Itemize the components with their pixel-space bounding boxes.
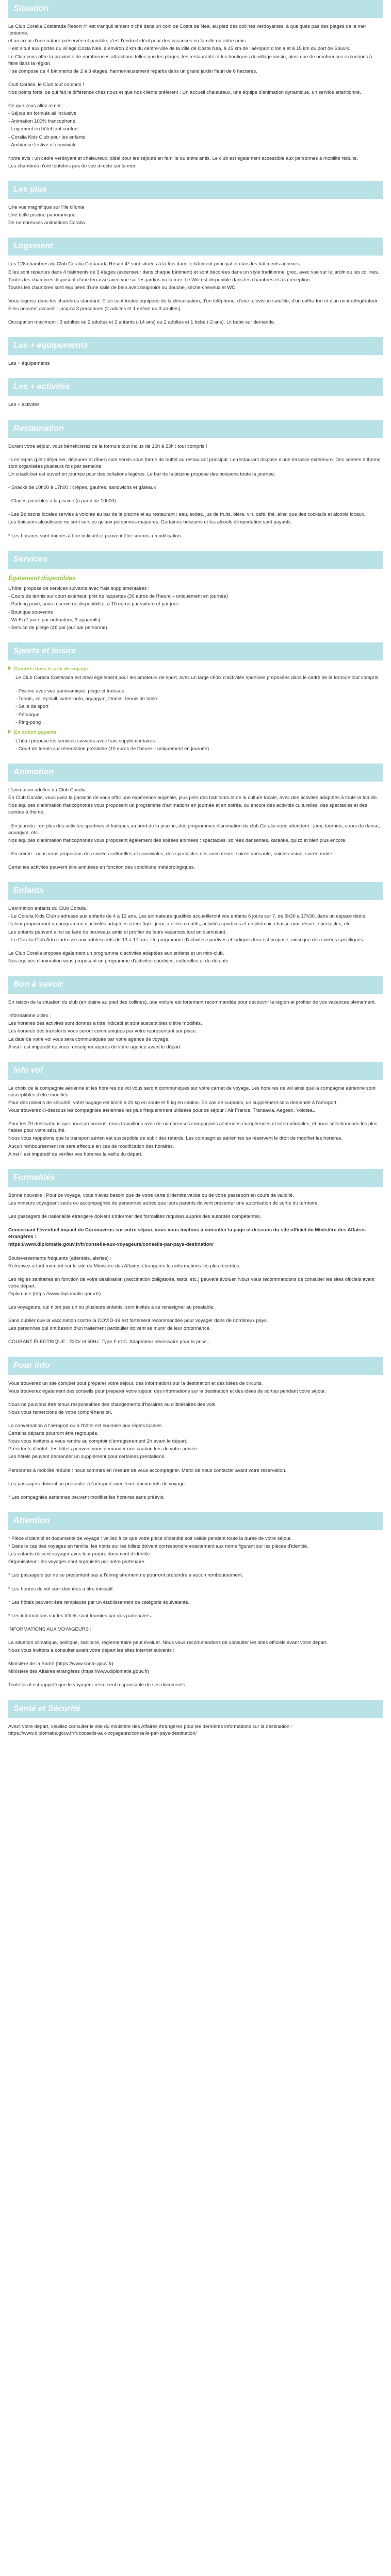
section-header: Logement xyxy=(8,238,383,256)
text-line: Les chambres n'ont toutefois pas de vue directe sur la mer. xyxy=(8,163,137,169)
text-line: Il se compose de 4 bâtiments de 2 à 3 étages, harmonieusement répartis dans un grand jardin fleuri de 8 hectares. xyxy=(8,68,257,74)
text-line: Pour les 70 destinations que nous proposons, nous travaillons avec de nombreuses compagnies aériennes européennes et internationales, et nous sélectionnons les plus fiables pour votre sécurité. xyxy=(8,1121,378,1134)
text-line: Les enfants peuvent ainsi se faire de nouveaux amis et profiter de leurs vacances tout en s'amusant. xyxy=(8,929,227,935)
text-line: La conversation à l'aéroport ou à l'hôtel est soumise aux règles locales. xyxy=(8,1423,163,1429)
section-header: Les plus xyxy=(8,181,383,199)
text-line: Les mineurs voyageant seuls ou accompagnés de personnes autres que leurs parents doivent présenter une autorisation de sortie du territoire. xyxy=(8,1200,319,1206)
text-line: Ce que vous allez aimer : xyxy=(8,103,64,109)
section-restauration xyxy=(8,420,383,548)
list-item: - Ping-pong xyxy=(15,719,41,725)
text-line: En raison de la situation du club (en plaine au pied des collines), une voiture est fortement recommandée pour découvrir la région et profiter de vos vacances pleinement. xyxy=(8,999,376,1006)
text-line: La situation climatique, politique, sanitaire, réglementaire peut évoluer. Nous vous recommandons de consulter les sites officiels avant votre départ. xyxy=(8,1639,328,1646)
list-item: - Tennis, volley-ball, water-polo, aquagym, fitness, tennis de table xyxy=(15,696,157,702)
section-header: Attention xyxy=(8,1512,383,1530)
section-header: Les + activités xyxy=(8,378,383,396)
text-line: Les horaires des transferts vous seront communiqués par votre représentant sur place. xyxy=(8,1028,197,1035)
diplomatie-link-3[interactable]: Ministère des Affaires étrangères (https://www.diplomatie.gouv.fr) xyxy=(8,1669,150,1675)
text-line: Présidents d'hôtel : les hôtels peuvent vous demander une caution lors de votre arrivée. xyxy=(8,1446,199,1452)
text-line: Vous logerez dans les chambres standard. Elles sont toutes équipées de la climatisation, d'un téléphone, d'une télévision satellite, d'un coffre-fort et d'un mini-réfrigérateur. xyxy=(8,298,379,304)
text-line: Les + activités xyxy=(8,402,40,408)
section-enfants xyxy=(8,882,383,973)
section-body xyxy=(8,443,383,548)
list-item: - Salle de sport xyxy=(15,704,48,710)
text-line: Le Club vous offre la proximité de nombreuses attractions telles que les plages, les restaurants et les boutiques du village voisin, ainsi que de nombreuses excursions à faire dans la région. xyxy=(8,54,372,66)
text-line: Nous ne pouvons être tenus responsables des changements d'horaires ou d'itinéraires des vols. xyxy=(8,1401,217,1408)
section-header: Les + équipements xyxy=(8,337,383,355)
section-formalites xyxy=(8,1169,383,1354)
text-line: - Les Boissons locales servies à volonté au bar de la piscine et au restaurant : eau, sodas, jus de fruits, bière, vin, café, thé, ainsi que des cocktails et alcools locaux. xyxy=(8,512,366,518)
text-line: Ainsi il est impératif de vous renseigner auprès de votre agence avant le départ. xyxy=(8,1044,182,1050)
text-line: Vous trouverez un site complet pour préparer votre séjour, des informations sur la destination et des idées de circuits. xyxy=(8,1380,263,1386)
text-line: Les 128 chambres du Club Coralia Costarada Resort 4* sont situées à la fois dans le bâtiment principal et dans les bâtiments annexes. xyxy=(8,261,301,267)
text-line: Toutefois il est rappelé que le voyageur reste seul responsable de ses documents. xyxy=(8,1682,187,1688)
text-line: * Les horaires sont donnés à titre indicatif et peuvent être soumis à modification. xyxy=(8,533,182,539)
section-header: Services xyxy=(8,551,383,569)
text-line: Toutes les chambres sont équipées d'une salle de bain avec baignoire ou douche, sèche-cheveux et WC. xyxy=(8,284,237,291)
list-item: - Cours de tennis sur court extérieur, prêt de raquettes (30 euros de l'heure – uniquement en journée) xyxy=(8,594,228,600)
text-line: Le choix de la compagnie aérienne et les horaires de vol vous seront communiqués sur votre carnet de voyage. Les horaires de vol ainsi que la compagnie aérienne sont susceptibles d'être modifiés. xyxy=(8,1085,376,1098)
text-line: * Les hôtels peuvent être remplacés par un établissement de catégorie équivalente. xyxy=(8,1599,190,1605)
section-activites xyxy=(8,378,383,416)
list-item: - Pétanque xyxy=(15,711,40,718)
section-bon-a-savoir xyxy=(8,976,383,1059)
text-line: L'animation adultes du Club Coralia : xyxy=(8,787,88,793)
text-line: Les horaires des activités sont donnés à titre indicatif et sont susceptibles d'être modifiés. xyxy=(8,1021,202,1027)
text-line: Les passagers de nationalité étrangère doivent s'informer des formalités requises auprès des autorités compétentes. xyxy=(8,1214,262,1220)
section-services xyxy=(8,551,383,639)
text-line: - Glaces possibles à la piscine (à partir de 10h00) xyxy=(8,498,116,504)
text-line: Bouleversements fréquents (attentats, alertes) : xyxy=(8,1255,112,1261)
list-item: - Wi-Fi (7 jours par ordinateur, 3 appareils) xyxy=(8,617,101,623)
included-list xyxy=(8,674,383,726)
text-line: Vous trouverez également des conseils pour préparer votre séjour, des informations sur la destination et des idées de sorties pendant votre séjour. xyxy=(8,1388,326,1394)
section-header: Santé et Sécurité xyxy=(8,1700,383,1718)
text-line: - Les repas (petit-déjeuner, déjeuner et dîner) sont servis sous forme de buffet au restaurant principal. Le restaurant dispose d'une terrasse extérieure. Des soirées à thème sont organisées plusieurs fois par semaine. xyxy=(8,456,381,469)
list-item: - Parking privé, sous réserve de disponibilité, à 10 euros par voiture et par jour xyxy=(8,601,178,607)
text-line: Nos points forts, ce qui fait la différence chez nous et que nos clients préfèrent : Un accueil chaleureux, une équipe d'animation dynamique, un service attentionné. xyxy=(8,89,361,95)
subheading: Également disponibles xyxy=(8,574,76,582)
text-line: Il est situé aux portes du village Costa Nea, à environ 2 km du centre-ville de la ville de Costa Nea, à 45 km de l'aéroport d'Ionia et à 15 km du port de Souvik. xyxy=(8,46,351,52)
text-line: L'animation enfants du Club Coralia : xyxy=(8,906,89,912)
list-item: - Court de tennis sur réservation préalable (10 euros de l'heure – uniquement en journée) xyxy=(15,745,209,752)
section-body xyxy=(8,360,383,375)
section-body xyxy=(8,23,383,178)
text-line: Elles sont réparties dans 4 bâtiments de 3 étages (ascenseur dans chaque bâtiment) et sont décorées dans un style traditionnel grec, avec vue sur le jardin ou les collines. xyxy=(8,269,379,275)
text-line: Les passagers doivent se présenter à l'aéroport avec leurs documents de voyage. xyxy=(8,1481,186,1487)
text-line: * Dans le cas des voyages en famille, les noms sur les billets doivent correspondre exactement aux noms figurant sur les pièces d'identité. xyxy=(8,1544,308,1550)
text-line: Club Coralia, le Club tout compris ! xyxy=(8,81,84,88)
text-line: Retrouvez à tout moment sur le site du Ministère des Affaires étrangères les informations les plus récentes. xyxy=(8,1263,241,1269)
text-line: Occupation maximum : 3 adultes ou 2 adultes et 2 enfants (-14 ans) ou 2 adultes et 1 bébé (-2 ans). Lit bébé sur demande. xyxy=(8,319,275,326)
bullet-label: En option payante xyxy=(14,729,57,735)
text-line: Une vue magnifique sur l'île d'Ionia xyxy=(8,205,85,211)
text-line: Le Club Coralia propose également un programme d'activités adaptées aux enfants et un mini-club. xyxy=(8,950,224,956)
list-item: - Service de pliage (4€ par jour par personne). xyxy=(8,624,109,631)
section-body xyxy=(8,787,383,879)
text-line: INFORMATIONS AUX VOYAGEURS : xyxy=(8,1626,92,1632)
section-header: Restauration xyxy=(8,420,383,438)
text-line: L'hôtel propose les services suivants avec frais supplémentaires : xyxy=(15,738,158,744)
text-line: Les boissons alcoolisées ne sont servies qu'aux personnes majeures. Certaines boissons et les alcools d'importation sont payants. xyxy=(8,519,292,526)
text-line: Pour des raisons de sécurité, votre bagage est limité à 20 kg en soute et 5 kg en cabine. En cas de surpoids, un supplément sera demandé à l'aéroport. xyxy=(8,1100,338,1106)
text-line: Concernant l'éventuel impact du Coronavirus sur votre séjour, vous vous invitons à consulter la page ci-dessous du site officiel du Ministère des Affaires étrangères : xyxy=(8,1227,366,1240)
text-line: - Le Coralia Club Ado s'adresse aux adolescents de 13 à 17 ans. Un programme d'activités sportives et ludiques leur est proposé, ainsi que des soirées spécifiques. xyxy=(8,937,365,943)
section-info-vol xyxy=(8,1062,383,1166)
list-item: - Boutique souvenirs xyxy=(8,609,53,615)
section-plus xyxy=(8,181,383,234)
text-line: Les règles sanitaires en fonction de votre destination (vaccination obligatoire, tests, etc.) peuvent évoluer. Nous vous recommandons de consulter les sites officiels avant votre départ. xyxy=(8,1276,375,1289)
diplomatie-link[interactable]: https://www.diplomatie.gouv.fr/fr/conseils-aux-voyageurs/conseils-par-pays-destination/ xyxy=(8,1242,214,1248)
text-line: Vous trouverez ci-dessous les compagnies aériennes les plus fréquemment utilisées pour ce séjour : Air France, Transavia, Aegean, Volotea... xyxy=(8,1108,317,1114)
text-line: Durant votre séjour, vous bénéficierez de la formule tout inclus de 10h à 23h : tout compris ! xyxy=(8,443,207,449)
text-line: Nous vous remercions de votre compréhension. xyxy=(8,1409,112,1415)
section-body xyxy=(8,1085,383,1166)
section-body xyxy=(8,401,383,416)
list-item: - Coralia Kids Club pour les enfants xyxy=(8,134,86,140)
section-header: Bon à savoir xyxy=(8,976,383,994)
text-line: Bonne nouvelle ! Pour ce voyage, vous n'avez besoin que de votre carte d'identité valide ou de votre passeport en cours de validité. xyxy=(8,1192,294,1198)
text-line: * Les heures de vol sont données à titre indicatif. xyxy=(8,1586,114,1592)
text-line: En Club Coralia, vous avez la garantie de vous offrir une expérience originale, plus près des habitants et de la culture locale, avec des activités adaptées à toute la famille. xyxy=(8,795,378,801)
section-logement xyxy=(8,238,383,334)
section-header: Situation xyxy=(8,0,383,18)
paid-list xyxy=(8,738,383,752)
text-line: Organisateur : les voyages sont organisés par notre partenaire. xyxy=(8,1559,146,1565)
section-sante xyxy=(8,1700,383,1745)
section-header: Enfants xyxy=(8,882,383,900)
section-pour-info xyxy=(8,1357,383,1509)
section-body xyxy=(8,204,383,234)
text-line: Ainsi il est impératif de vérifier vos horaires la veille du départ. xyxy=(8,1151,143,1157)
section-header: Sports et loisirs xyxy=(8,642,383,660)
text-line: L'hôtel propose de services suivants avec frais supplémentaires : xyxy=(8,586,150,592)
text-line: Les personnes qui ont besoin d'un traitement particulier doivent se munir de leur ordonnance. xyxy=(8,1326,211,1332)
text-line: Notre avis : un cadre verdoyant et chaleureux, idéal pour les séjours en famille ou entre amis. Le club est également accessible aux personnes à mobilité réduite. xyxy=(8,155,359,161)
section-body xyxy=(8,905,383,973)
section-header: Formalités xyxy=(8,1169,383,1187)
section-body xyxy=(8,1535,383,1697)
text-line: et au cœur d'une nature préservée et paisible, c'est l'endroit idéal pour des vacances en famille ou entre amis. xyxy=(8,38,247,44)
list-item: - Piscine avec vue panoramique, plage et transats xyxy=(15,688,124,694)
text-line: - En soirée : nous vous proposons des soirées culturelles et conviviales, des spectacles des animateurs, soirée dansante, soirée casino, soirée mode... xyxy=(8,851,336,857)
text-line: Une belle piscine panoramique xyxy=(8,212,76,218)
section-body xyxy=(8,666,383,760)
text-line: Informations utiles : xyxy=(8,1013,51,1019)
section-header: Info vol xyxy=(8,1062,383,1080)
text-line: Le Club Coralia Costarada est idéal également pour les amateurs de sport, avec un large choix d'activités sportives proposées dans le cadre de la formule tout compris. xyxy=(15,675,380,681)
text-line: De nombreuses animations Coralia xyxy=(8,220,85,226)
text-line: Avant votre départ, veuillez consulter le site du ministère des Affaires étrangères pour les dernières informations sur la destination : https://www.diplomatie.gouv.fr/fr/conseils-aux-voyageurs/conseils-par-pays-destination/ xyxy=(8,1723,292,1736)
section-body xyxy=(8,1723,383,1745)
section-header: Animation xyxy=(8,764,383,782)
triangle-bullet-icon xyxy=(8,666,11,670)
list-item: - Séjour en formule all inclusive xyxy=(8,111,77,117)
text-line: Toutes les chambres disposent d'une terrasse avec vue sur les jardins ou la mer. Le Wifi est disponible dans les chambres et à la réception. xyxy=(8,277,311,283)
text-line: La date de votre vol vous sera communiquée par votre agence de voyage. xyxy=(8,1036,170,1042)
text-line: Nous vous invitons à consulter avant votre départ les sites internet suivants : xyxy=(8,1648,175,1654)
text-line: Nos équipes d'animation francophones vous proposent également des soirées animées : spectacles, soirées dansantes, karaoké, quizz et bien plus encore. xyxy=(8,837,347,843)
text-line: * Les informations sur les hôtels sont fournies par nos partenaires. xyxy=(8,1613,152,1619)
section-header: Pour info xyxy=(8,1357,383,1375)
text-line: Sans oublier que la vaccination contre la COVID-19 est fortement recommandée pour voyager dans de nombreux pays. xyxy=(8,1318,268,1324)
section-sports xyxy=(8,642,383,760)
section-animation xyxy=(8,764,383,879)
triangle-bullet-icon xyxy=(8,730,11,734)
text-line: Les enfants doivent voyager avec leur propre document d'identité. xyxy=(8,1551,152,1557)
text-line: * Les compagnies aériennes peuvent modifier les horaires sans préavis. xyxy=(8,1494,165,1500)
sante-link[interactable]: Ministère de la Santé (https://www.sante.gouv.fr) xyxy=(8,1661,113,1667)
text-line: Nos équipes d'animation francophones vous proposent un programme d'animations en journée et en soirée, ou encore des activités culturelles, des spectacles et des soirées à thème. xyxy=(8,803,367,816)
text-line: Les voyageurs, qui n'ont pas un ou plusieurs enfants, sont invités à se renseigner au préalable. xyxy=(8,1304,215,1311)
section-body xyxy=(8,574,383,639)
section-equipements xyxy=(8,337,383,375)
text-line: COURANT ÉLECTRIQUE : 230V et 50Hz. Type F et C. Adaptateur nécessaire pour la prise... xyxy=(8,1339,211,1345)
text-line: Personnes à mobilité réduite : nous sommes en mesure de vous accompagner. Merci de nous contacter avant votre réservation. xyxy=(8,1467,287,1473)
section-body xyxy=(8,261,383,334)
text-line: * Pièce d'identité et documents de voyage : veillez à ce que votre pièce d'identité soit valide pendant toute la durée de votre séjour. xyxy=(8,1535,292,1541)
diplomatie-link-2[interactable]: Diplomatie (https://www.diplomatie.gouv.fr) xyxy=(8,1291,101,1297)
text-line: Ils leur proposeront un programme d'activités adaptées à leur âge : jeux, ateliers créatifs, activités sportives et en plein air, chasse aux trésors, spectacles, etc. xyxy=(8,921,352,927)
paid-heading xyxy=(8,729,383,736)
bullet-label: Compris dans le prix du voyage xyxy=(14,666,88,672)
list-item: - Animation 100% francophone xyxy=(8,118,75,125)
section-body xyxy=(8,1380,383,1509)
list-item: - Ambiance festive et conviviale xyxy=(8,142,77,148)
text-line: - Snacks de 10h00 à 17h00 : crêpes, gaufres, sandwichs et gâteaux xyxy=(8,485,156,491)
text-line: Aucun remboursement ne sera effectué en cas de modification des horaires. xyxy=(8,1143,174,1149)
text-line: Le Club Coralia Costarada Resort 4* est tranquil lement niché dans un coin de Costa de Nea, au pied des collines verdoyantes, à quelques pas des plages de la mer Ionienne, xyxy=(8,24,366,37)
text-line: - En journée : en plus des activités sportives et ludiques au bord de la piscine, des programmes d'animation du club Coralia vous attendent : jeux, tournois, cours de danse, aquagym, etc. xyxy=(8,823,380,836)
list-item: - Logement en hôtel tout confort xyxy=(8,126,78,132)
text-line: * Les passagers qui ne se présentent pas à l'enregistrement ne pourront prétendre à aucun remboursement. xyxy=(8,1572,243,1579)
section-body xyxy=(8,1192,383,1354)
section-attention xyxy=(8,1512,383,1697)
section-body xyxy=(8,999,383,1059)
text-line: Un snack-bar est ouvert en journée pour des collations légères. Le bar de la piscine propose des boissons toute la journée. xyxy=(8,471,275,477)
text-line: Certains départs pourront être regroupés. xyxy=(8,1431,99,1437)
text-line: Nos équipes d'animation vous proposent un programme d'activités sportives, culturelles et de détente. xyxy=(8,958,230,964)
text-line: Les hôtels peuvent demander un supplément pour certaines prestations. xyxy=(8,1454,166,1460)
text-line: Les + équipements xyxy=(8,361,50,367)
text-line: Nous vous rappelons que le transport aérien est susceptible de subir des retards. Les compagnies aériennes se réservent le droit de modifier les horaires. xyxy=(8,1136,343,1142)
text-line: - Le Coralia Kids Club s'adresse aux enfants de 4 à 12 ans. Les animateurs qualifiés accueilleront vos enfants 6 jours sur 7, de 9h30 à 17h30, dans un espace dédié. xyxy=(8,913,367,920)
text-line: Certaines activités peuvent être annulées en fonction des conditions météorologiques. xyxy=(8,865,196,871)
section-situation xyxy=(8,0,383,178)
text-line: Elles peuvent accueillir jusqu'à 3 personnes (2 adultes et 1 enfant ou 3 adultes). xyxy=(8,306,182,312)
text-line: Nous vous invitons à vous rendre au comptoir d'enregistrement 2h avant le départ. xyxy=(8,1438,188,1445)
included-heading xyxy=(8,666,383,672)
